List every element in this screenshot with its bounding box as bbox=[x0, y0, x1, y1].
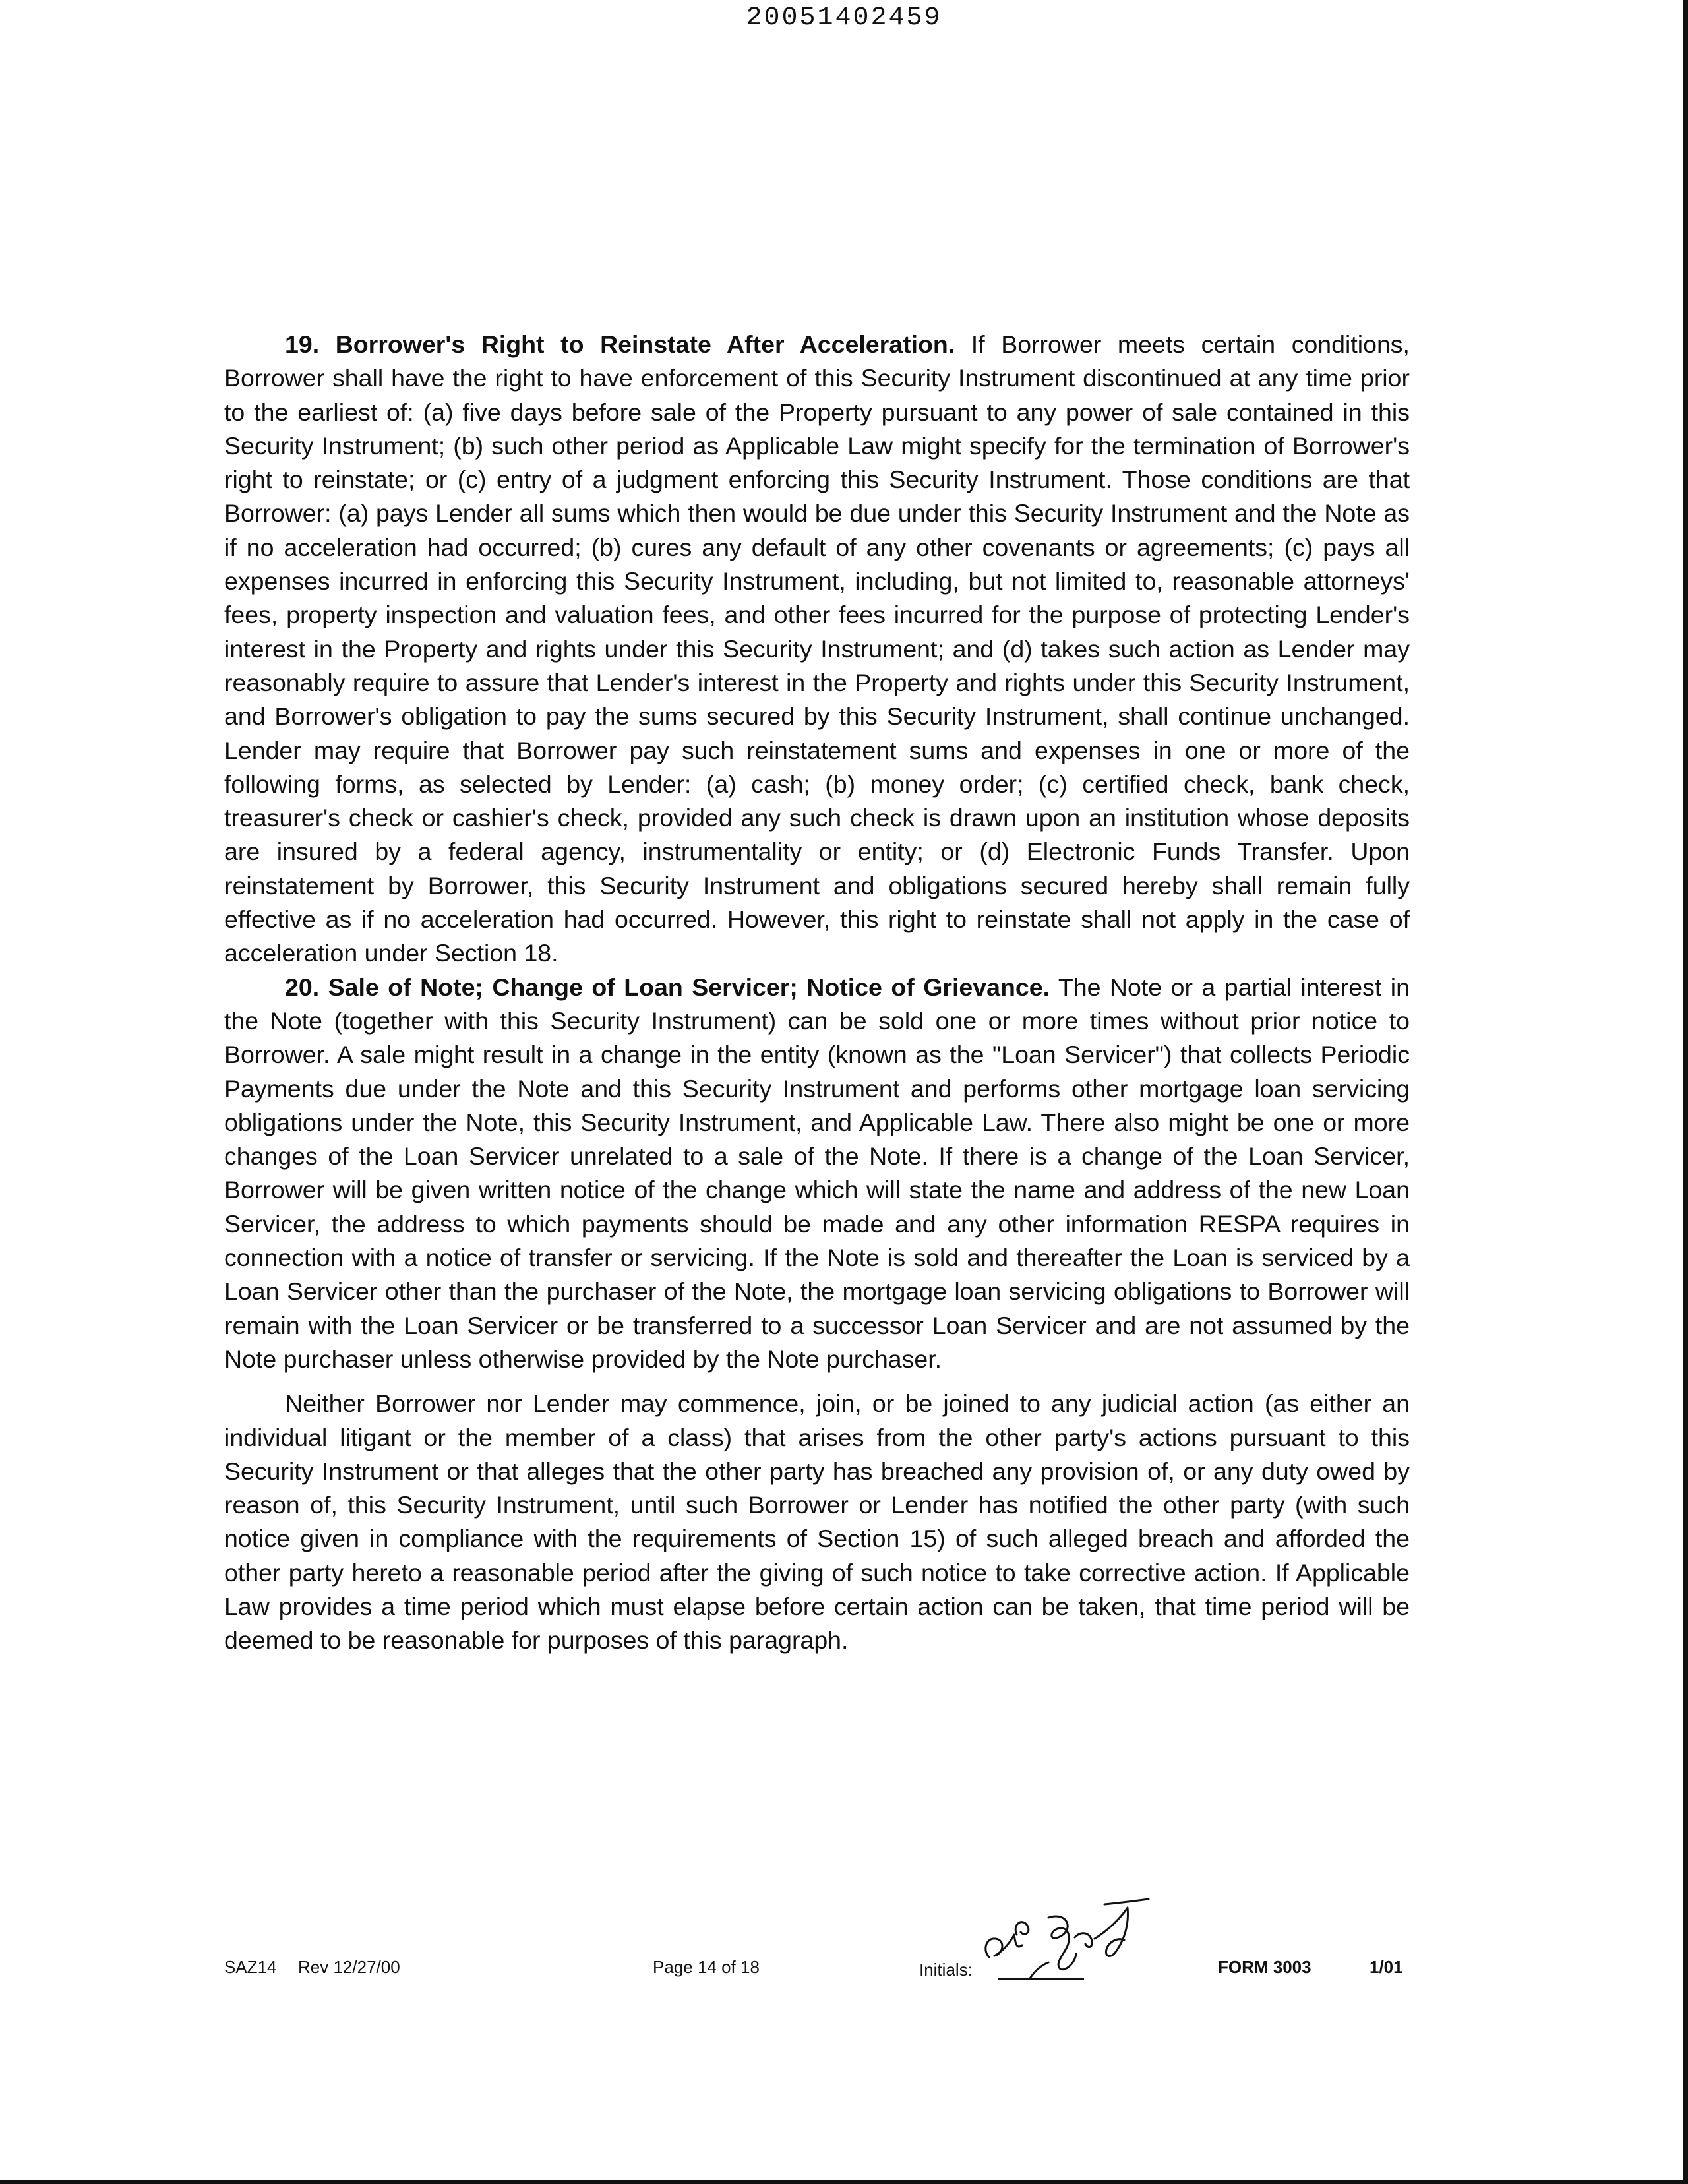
page-footer bbox=[0, 1953, 1688, 1993]
section-19-heading: 19. Borrower's Right to Reinstate After Acceleration. bbox=[285, 330, 955, 358]
page-number: Page 14 of 18 bbox=[653, 1957, 760, 1977]
section-19 bbox=[224, 328, 1410, 971]
document-body bbox=[224, 328, 1410, 1658]
initials-label: Initials: bbox=[919, 1960, 973, 1980]
scan-right-edge bbox=[1683, 0, 1688, 2184]
form-date: 1/01 bbox=[1370, 1957, 1403, 1977]
section-20-body: The Note or a partial interest in the Note (together with this Security Instrument) can be sold one or more times without prior notice to Borrower. A sale might result in a change in the entity (known as the "Loan Servicer") that collects Periodic Payments due under the Note and this Security Instrument and performs other mortgage loan servicing obligations under the Note, this Security Instrument, and Applicable Law. There also might be one or more changes of the Loan Servicer unrelated to a sale of the Note. If there is a change of the Loan Servicer, Borrower will be given written notice of the change which will state the name and address of the new Loan Servicer, the address to which payments should be made and any other information RESPA requires in connection with a notice of transfer or servicing. If the Note is sold and thereafter the Loan is serviced by a Loan Servicer other than the purchaser of the Note, the mortgage loan servicing obligations to Borrower will remain with the Loan Servicer or be transferred to a successor Loan Servicer and are not assumed by the Note purchaser unless otherwise provided by the Note purchaser. bbox=[224, 973, 1410, 1373]
section-20-heading: 20. Sale of Note; Change of Loan Servicer; Notice of Grievance. bbox=[285, 973, 1050, 1001]
scan-bottom-edge bbox=[0, 2180, 1688, 2184]
form-code: SAZ14 bbox=[224, 1957, 277, 1977]
initials-line bbox=[998, 1978, 1084, 1980]
section-19-body: If Borrower meets certain conditions, Borrower shall have the right to have enforcement of this Security Instrument discontinued at any time prior to the earliest of: (a) five days before sale of the Property pursuant to any power of sale contained in this Security Instrument; (b) such other period as Applicable Law might specify for the termination of Borrower's right to reinstate; or (c) entry of a judgment enforcing this Security Instrument. Those conditions are that Borrower: (a) pays Lender all sums which then would be due under this Security Instrument and the Note as if no acceleration had occurred; (b) cures any default of any other covenants or agreements; (c) pays all expenses incurred in enforcing this Security Instrument, including, but not limited to, reasonable attorneys' fees, property inspection and valuation fees, and other fees incurred for the purpose of protecting Lender's interest in the Property and rights under this Security Instrument; and (d) takes such action as Lender may reasonably require to assure that Lender's interest in the Property and rights under this Security Instrument, and Borrower's obligation to pay the sums secured by this Security Instrument, shall continue unchanged. Lender may require that Borrower pay such reinstatement sums and expenses in one or more of the following forms, as selected by Lender: (a) cash; (b) money order; (c) certified check, bank check, treasurer's check or cashier's check, provided any such check is drawn upon an institution whose deposits are insured by a federal agency, instrumentality or entity; or (d) Electronic Funds Transfer. Upon reinstatement by Borrower, this Security Instrument and obligations secured hereby shall remain fully effective as if no acceleration had occurred. However, this right to reinstate shall not apply in the case of acceleration under Section 18. bbox=[224, 330, 1410, 967]
section-20 bbox=[224, 971, 1410, 1377]
document-number: 20051402459 bbox=[746, 3, 942, 33]
form-name: FORM 3003 bbox=[1218, 1957, 1311, 1977]
section-20-continuation: Neither Borrower nor Lender may commence, join, or be joined to any judicial action (as either an individual litigant or the member of a class) that arises from the other party's actions pursuant to this Security Instrument or that alleges that the other party has breached any provision of, or any duty owed by reason of, this Security Instrument, until such Borrower or Lender has notified the other party (with such notice given in compliance with the requirements of Section 15) of such alleged breach and afforded the other party hereto a reasonable period after the giving of such notice to take corrective action. If Applicable Law provides a time period which must elapse before certain action can be taken, that time period will be deemed to be reasonable for purposes of this paragraph. bbox=[224, 1389, 1410, 1654]
revision-date: Rev 12/27/00 bbox=[298, 1957, 400, 1977]
